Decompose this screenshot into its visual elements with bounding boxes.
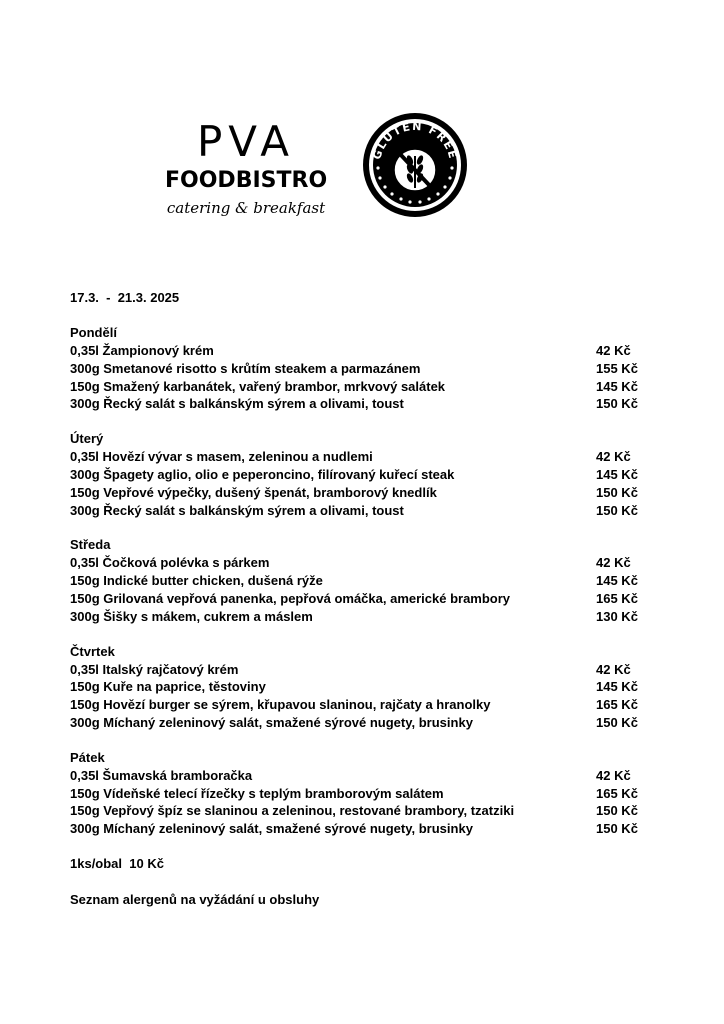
menu-item: [70, 572, 640, 590]
pva-foodbistro-logo: [165, 118, 327, 218]
menu-item: [70, 378, 640, 396]
menu-item-price: 155 Kč: [596, 360, 638, 376]
menu-item-price: 42 Kč: [596, 449, 631, 465]
day-name: Pátek: [70, 749, 105, 765]
menu-item: [70, 590, 640, 608]
menu-item-price: 145 Kč: [596, 679, 638, 695]
menu-item-price: 145 Kč: [596, 573, 638, 589]
menu-item-price: 42 Kč: [596, 767, 631, 783]
menu-item-text: 300g Smetanové risotto s krůtím steakem a parmazánem: [70, 360, 421, 376]
menu-item-price: 165 Kč: [596, 590, 638, 606]
menu-item: [70, 360, 640, 378]
menu-item-text: 0,35l Hovězí vývar s masem, zeleninou a nudlemi: [70, 449, 373, 465]
menu-item-price: 165 Kč: [596, 785, 638, 801]
menu-item-price: 150 Kč: [596, 396, 638, 412]
menu-item-price: 150 Kč: [596, 821, 638, 837]
weekly-menu: [70, 288, 640, 909]
menu-item: [70, 696, 640, 714]
menu-item-text: 150g Kuře na paprice, těstoviny: [70, 679, 266, 695]
menu-item: [70, 802, 640, 820]
menu-item: [70, 554, 640, 572]
menu-item-price: 150 Kč: [596, 803, 638, 819]
menu-item-price: 150 Kč: [596, 484, 638, 500]
logo-tagline: catering & breakfast: [166, 199, 326, 217]
day-name: Pondělí: [70, 325, 117, 340]
menu-item-price: 150 Kč: [596, 714, 638, 730]
menu-item: [70, 767, 640, 785]
day-name: Úterý: [70, 431, 104, 447]
gluten-free-badge-icon: [360, 110, 470, 220]
menu-item: [70, 466, 640, 484]
menu-item: [70, 714, 640, 732]
menu-item-price: 42 Kč: [596, 555, 631, 571]
menu-item-text: 150g Smažený karbanátek, vařený brambor, mrkvový salátek: [70, 378, 446, 394]
logo-brand: PVA: [196, 117, 296, 166]
day-monday: [70, 324, 640, 413]
day-tuesday: [70, 430, 640, 519]
menu-item-text: 150g Vídeňské telecí řízečky s teplým bramborovým salátem: [70, 785, 444, 801]
day-name: Čtvrtek: [70, 643, 115, 659]
menu-item-text: 300g Míchaný zeleninový salát, smažené sýrové nugety, brusinky: [70, 714, 473, 730]
menu-item-text: 300g Šišky s mákem, cukrem a máslem: [70, 608, 313, 624]
menu-item-text: 300g Špagety aglio, olio e peperoncino, filírovaný kuřecí steak: [70, 466, 455, 482]
logo-name: FOODBISTRO: [165, 168, 328, 193]
menu-item-price: 42 Kč: [596, 661, 631, 677]
menu-item-price: 145 Kč: [596, 466, 638, 482]
menu-item-text: 150g Grilovaná vepřová panenka, pepřová omáčka, americké brambory: [70, 590, 511, 606]
menu-item: [70, 448, 640, 466]
menu-item-text: 150g Indické butter chicken, dušená rýže: [70, 573, 323, 589]
menu-item: [70, 342, 640, 360]
menu-item-text: 300g Míchaný zeleninový salát, smažené sýrové nugety, brusinky: [70, 821, 473, 837]
menu-item-text: 0,35l Čočková polévka s párkem: [70, 555, 270, 571]
menu-item: [70, 785, 640, 803]
menu-item: [70, 395, 640, 413]
menu-item-text: 150g Vepřový špíz se slaninou a zeleninou, restované brambory, tzatziki: [70, 803, 515, 819]
menu-item: [70, 820, 640, 838]
menu-item: [70, 484, 640, 502]
menu-item-text: 0,35l Žampionový krém: [70, 343, 214, 358]
day-name: Středa: [70, 537, 111, 553]
menu-item: [70, 502, 640, 520]
badge-text: GLUTEN FREE: [370, 119, 460, 162]
menu-item-price: 42 Kč: [596, 343, 631, 358]
menu-item-text: 300g Řecký salát s balkánským sýrem a olivami, toust: [70, 502, 404, 518]
day-thursday: [70, 643, 640, 732]
menu-item: [70, 678, 640, 696]
menu-item-price: 150 Kč: [596, 502, 638, 518]
allergens-note: Seznam alergenů na vyžádání u obsluhy: [70, 891, 320, 907]
packaging-note: 1ks/obal 10 Kč: [70, 855, 164, 871]
menu-item-text: 150g Vepřové výpečky, dušený špenát, bramborový knedlík: [70, 484, 437, 500]
day-friday: [70, 749, 640, 838]
menu-item-price: 165 Kč: [596, 697, 638, 713]
menu-item: [70, 661, 640, 679]
menu-item-text: 150g Hovězí burger se sýrem, křupavou slaninou, rajčaty a hranolky: [70, 697, 491, 713]
menu-item: [70, 608, 640, 626]
date-range: 17.3. - 21.3. 2025: [70, 290, 180, 305]
menu-item-price: 130 Kč: [596, 608, 638, 624]
menu-item-text: 0,35l Italský rajčatový krém: [70, 661, 239, 677]
menu-item-text: 300g Řecký salát s balkánským sýrem a olivami, toust: [70, 396, 404, 412]
menu-item-text: 0,35l Šumavská bramboračka: [70, 767, 253, 783]
day-wednesday: [70, 536, 640, 625]
menu-item-price: 145 Kč: [596, 378, 638, 394]
